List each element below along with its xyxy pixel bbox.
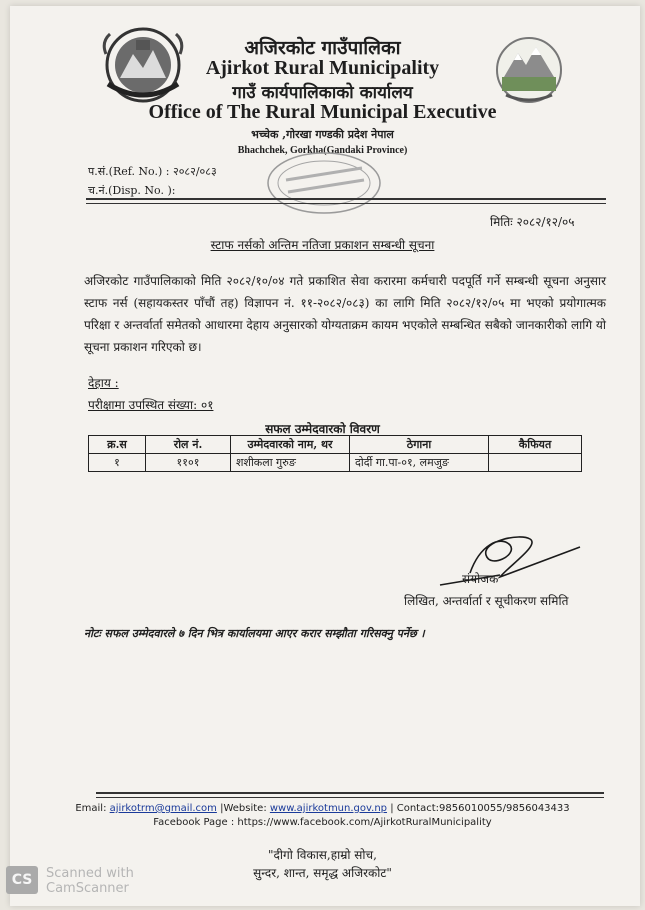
schedule-heading: देहाय : (88, 376, 119, 390)
facebook-page: Facebook Page : https://www.facebook.com/AjirkotRuralMunicipality (153, 817, 492, 828)
cell-sn: १ (89, 454, 146, 472)
signature (430, 525, 590, 595)
dispatch-number: च.नं.(Disp. No. ): (88, 184, 176, 197)
footer-rule-thin (96, 797, 604, 798)
header-remark: कैफियत (489, 436, 582, 454)
table-caption: सफल उम्मेदवारको विवरण (265, 422, 380, 436)
website-label: |Website: (216, 803, 270, 814)
header-rule (86, 198, 606, 200)
slogan-line1: "दीगो विकास,हाम्रो सोच, (268, 848, 377, 862)
cell-remark (489, 454, 582, 472)
committee-name: लिखित, अन्तर्वार्ता र सूचीकरण समिति (404, 594, 569, 608)
camscanner-logo: CS (6, 866, 38, 894)
notice-body: अजिरकोट गाउँपालिकाको मिति २०८२/१०/०४ गते प्रकाशित सेवा करारमा कर्मचारी पदपूर्ति गर्ने सम्बन्धी सूचना अनुसार स्टाफ नर्स (सहायकस्तर पाँचौं तह) विज्ञापन नं. ११-२०८२/०८३) का लागि मिति २०८२/१२/०५ मा भएको प्रयोगात्मक परिक्षा र अन्तर्वार्ता समेतको आधारमा देहाय अनुसारको योग्यताक्रम कायम भएकोले सम्बन्धित सबैको जानकारीको लागि यो सूचना प्रकाशन गरिएको छ। (84, 274, 606, 354)
contact-numbers: | Contact:9856010055/9856043433 (387, 803, 570, 814)
address-en: Bhachchek, Gorkha(Gandaki Province) (237, 145, 408, 156)
signatory-title: संयोजक (462, 572, 499, 586)
table-row (89, 454, 582, 472)
ref-number: प.सं.(Ref. No.) : २०८२/०८३ (88, 165, 217, 178)
results-table (88, 435, 582, 472)
present-count: परीक्षामा उपस्थित संख्या: ०१ (88, 398, 214, 412)
cell-address: दोर्दी गा.पा-०१, लमजुङ (350, 454, 489, 472)
email-link[interactable]: ajirkotrm@gmail.com (109, 803, 217, 814)
watermark-line1: Scanned with (46, 866, 134, 881)
header-roll: रोल नं. (146, 436, 231, 454)
table-header-row (89, 436, 582, 454)
header-address: ठेगाना (350, 436, 489, 454)
slogan-line2: सुन्दर, शान्त, समृद्ध अजिरकोट" (253, 866, 392, 880)
header-rule-thin (86, 203, 606, 204)
footer-contact-line (0, 803, 645, 814)
footer-rule (96, 792, 604, 794)
address-np: भच्चेक ,गोरखा गण्डकी प्रदेश नेपाल (251, 128, 394, 141)
header-sn: क्र.स (89, 436, 146, 454)
watermark-line2: CamScanner (46, 881, 129, 896)
office-stamp (264, 150, 384, 216)
website-link[interactable]: www.ajirkotmun.gov.np (269, 803, 388, 814)
office-name-en: Office of The Rural Municipal Executive (148, 101, 497, 123)
email-label: Email: (75, 803, 110, 814)
note-text: नोटः सफल उम्मेदवारले ७ दिन भित्र कार्यालयमा आएर करार सम्झौता गरिसक्नु पर्नेछ । (84, 627, 425, 640)
municipality-name-en: Ajirkot Rural Municipality (205, 57, 440, 79)
notice-date: मितिः २०८२/१२/०५ (490, 215, 575, 229)
municipality-name-np: अजिरकोट गाउँपालिका (244, 37, 401, 59)
cell-name: शशीकला गुरुङ (231, 454, 350, 472)
camscanner-watermark (46, 866, 134, 896)
office-name-np: गाउँ कार्यपालिकाको कार्यालय (232, 83, 413, 103)
notice-subject: स्टाफ नर्सको अन्तिम नतिजा प्रकाशन सम्बन्धी सूचना (210, 238, 435, 252)
cell-roll: ११०१ (146, 454, 231, 472)
header-name: उम्मेदवारको नाम, थर (231, 436, 350, 454)
